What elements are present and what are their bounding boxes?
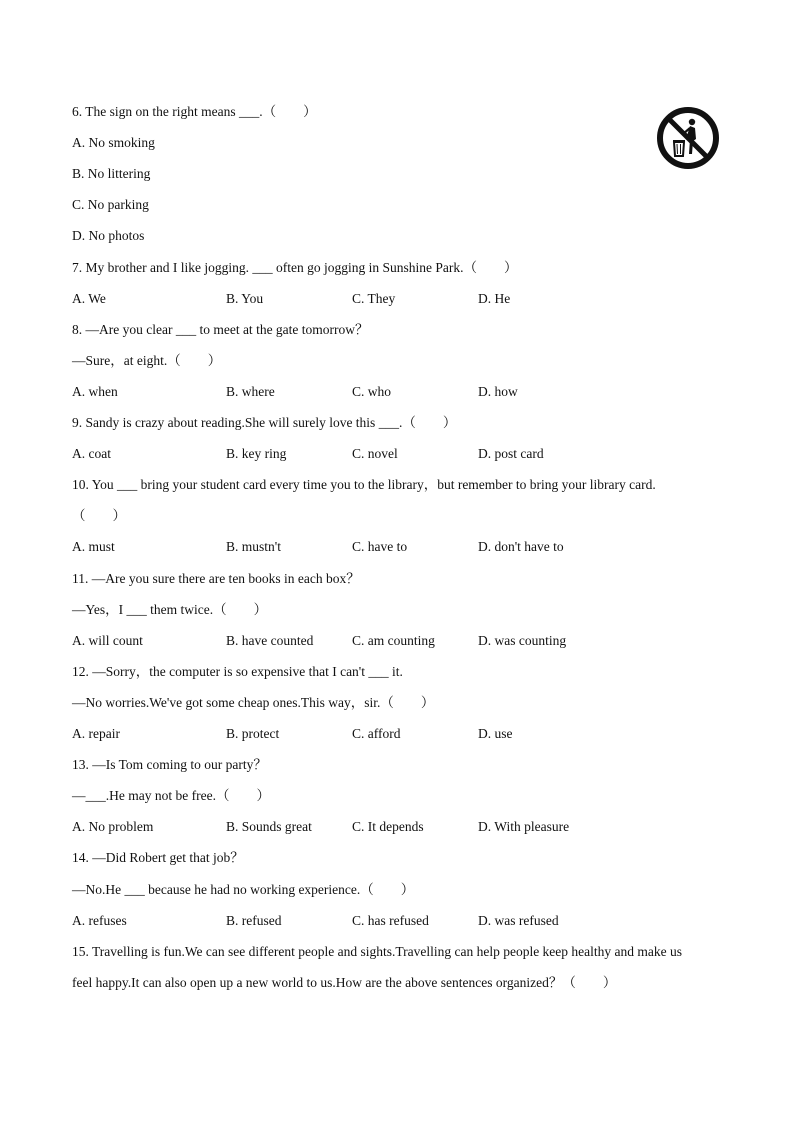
question-line: —No worries.We've got some cheap ones.This way，sir.（ ） <box>72 694 435 710</box>
question-stem: 14. —Did Robert get that job？ <box>72 850 244 866</box>
question-stem: 12. —Sorry，the computer is so expensive that I can't ___ it. <box>72 663 403 679</box>
answer-option: A. must <box>72 539 115 555</box>
answer-option: A. will count <box>72 632 143 648</box>
answer-option: C. afford <box>352 726 401 741</box>
answer-option: C. am counting <box>352 632 435 648</box>
answer-option: A. No problem <box>72 819 154 835</box>
question-line: feel happy.It can also open up a new world to us.How are the above sentences organized？（ ） <box>72 974 617 990</box>
answer-option: B. mustn't <box>226 539 281 555</box>
answer-option: B. refused <box>226 912 282 928</box>
answer-option: D. post card <box>478 446 544 462</box>
answer-option: D. He <box>478 290 511 306</box>
question-stem: 8. —Are you clear ___ to meet at the gate tomorrow？ <box>72 321 369 337</box>
answer-option: D. was refused <box>478 912 559 928</box>
answer-option: C. novel <box>352 446 398 462</box>
question-line: —No.He ___ because he had no working experience.（ ） <box>72 881 415 897</box>
answer-option: A. when <box>72 383 118 399</box>
answer-option: C. who <box>352 383 392 399</box>
answer-option: A. No smoking <box>72 135 155 151</box>
question-line: —Sure，at eight.（ ） <box>72 352 222 368</box>
answer-option: C. It depends <box>352 819 424 835</box>
answer-option: B. key ring <box>226 446 287 462</box>
answer-option: C. has refused <box>352 912 429 928</box>
answer-option: B. Sounds great <box>226 819 312 835</box>
no-littering-sign-icon <box>656 106 720 170</box>
answer-option: D. use <box>478 726 513 741</box>
question-stem: 15. Travelling is fun.We can see different people and sights.Travelling can help people keep healthy and make us <box>72 943 683 959</box>
answer-option: B. You <box>226 290 264 306</box>
question-stem: 13. —Is Tom coming to our party？ <box>72 757 267 773</box>
answer-option: B. have counted <box>226 632 314 648</box>
question-line: —___.He may not be free.（ ） <box>72 788 270 804</box>
answer-option: B. No littering <box>72 166 151 182</box>
answer-option: D. don't have to <box>478 539 564 555</box>
answer-option: B. protect <box>226 726 280 741</box>
answer-option: C. have to <box>352 539 408 555</box>
question-stem: 9. Sandy is crazy about reading.She will surely love this ___.（ ） <box>72 415 457 430</box>
answer-option: C. No parking <box>72 197 149 213</box>
question-stem: 6. The sign on the right means ___.（ ） <box>72 104 317 119</box>
answer-option: A. repair <box>72 726 120 741</box>
question-stem: 10. You ___ bring your student card every time you to the library，but remember to bring your library card. <box>72 477 656 493</box>
question-stem: 11. —Are you sure there are ten books in each box？ <box>72 570 360 586</box>
answer-option: A. We <box>72 290 106 306</box>
answer-option: A. coat <box>72 446 111 462</box>
answer-option: D. how <box>478 383 518 399</box>
answer-option: C. They <box>352 290 396 306</box>
answer-option: A. refuses <box>72 912 127 928</box>
question-line: （ ） <box>72 508 126 524</box>
answer-option: D. With pleasure <box>478 819 570 835</box>
question-stem: 7. My brother and I like jogging. ___ often go jogging in Sunshine Park.（ ） <box>72 259 518 275</box>
answer-option: D. was counting <box>478 632 567 648</box>
answer-option: D. No photos <box>72 228 145 244</box>
question-line: —Yes，I ___ them twice.（ ） <box>72 601 268 617</box>
answer-option: B. where <box>226 383 275 399</box>
